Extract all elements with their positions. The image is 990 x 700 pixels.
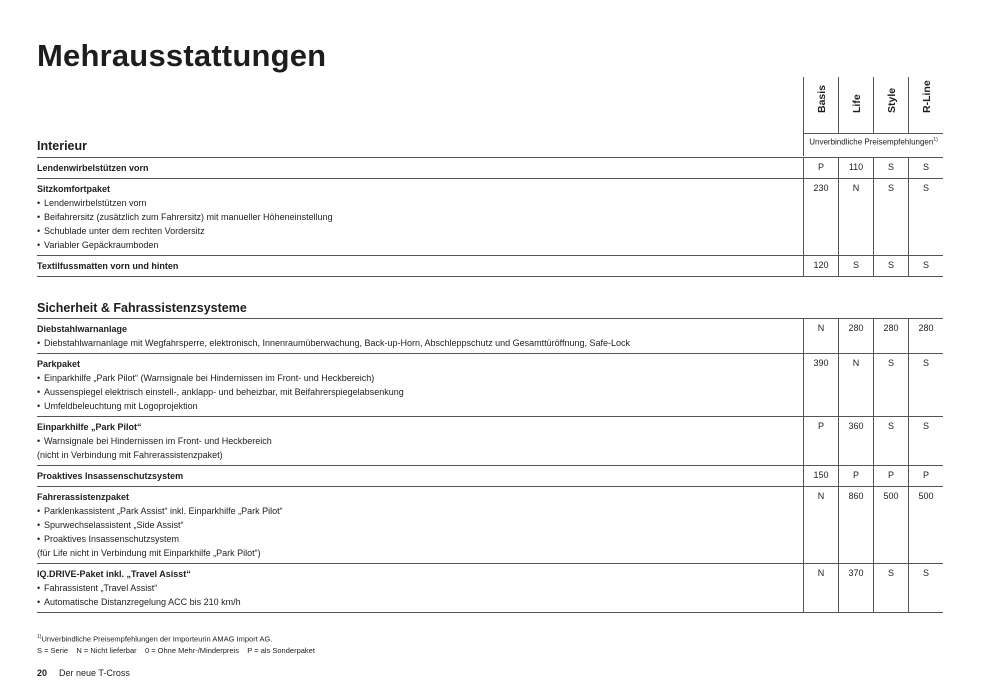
row-description [37,319,803,353]
row-title: Parkpaket [37,359,81,369]
value-style: 280 [873,319,908,353]
legend: S = Serie N = Nicht lieferbar 0 = Ohne Mehr-/Minderpreis P = als Sonderpaket [37,645,315,655]
value-basis: 120 [803,256,838,276]
row-bullet: • Fahrassistent „Travel Assist“ [37,581,803,595]
table-row [37,255,943,277]
row-title: Diebstahlwarnanlage [37,324,128,334]
row-title: Proaktives Insassenschutzsystem [37,471,184,481]
page-title: Mehrausstattungen [37,38,327,73]
value-life: 370 [838,564,873,612]
column-header-basis: Basis [803,77,839,133]
value-basis: N [803,564,838,612]
row-description [37,354,803,416]
row-title: Lendenwirbelstützen vorn [37,163,149,173]
value-basis: P [803,417,838,465]
value-r-line: S [908,354,943,416]
column-header-life: Life [838,77,874,133]
footnote: $^{1)}$Unverbindliche Preisempfehlungen der Importeurin AMAG Import AG. S = Serie N = Nicht lieferbar 0 = Ohne Mehr-/Minderpreis P = als Sonderpaket [37,634,315,655]
table-row [37,563,943,613]
equipment-table-sicherheit [37,318,943,613]
table-row [37,416,943,465]
table-row [37,353,943,416]
table-row [37,486,943,563]
row-bullet: • Parklenkassistent „Park Assist“ inkl. Einparkhilfe „Park Pilot“ [37,504,803,518]
equipment-table-interieur [37,157,943,277]
row-note: (nicht in Verbindung mit Fahrerassistenzpaket) [37,450,223,460]
value-r-line: 280 [908,319,943,353]
footer-label: Der neue T-Cross [59,668,130,678]
table-row [37,157,943,178]
value-r-line: S [908,158,943,178]
column-header-style: Style [873,77,909,133]
row-description [37,564,803,612]
row-description [37,466,803,486]
row-bullet: • Schublade unter dem rechten Vordersitz [37,224,803,238]
value-r-line: S [908,256,943,276]
value-r-line: S [908,179,943,255]
row-description [37,487,803,563]
row-title: Textilfussmatten vorn und hinten [37,261,179,271]
value-style: 500 [873,487,908,563]
row-description [37,179,803,255]
table-row [37,178,943,255]
value-basis: 390 [803,354,838,416]
row-title: Einparkhilfe „Park Pilot“ [37,422,142,432]
row-bullet: • Automatische Distanzregelung ACC bis 210 km/h [37,595,803,609]
table-row [37,318,943,353]
row-bullet: • Diebstahlwarnanlage mit Wegfahrsperre, elektronisch, Innenraumüberwachung, Back-up-Horn, Abschleppschutz und Gesamttüröffnung, Safe-Lock [37,336,803,350]
value-style: S [873,158,908,178]
row-title: Fahrerassistenzpaket [37,492,130,502]
value-style: S [873,354,908,416]
page-number: 20 [37,668,48,678]
section-title-interieur: Interieur [37,139,88,153]
row-description [37,256,803,276]
row-bullet: • Umfeldbeleuchtung mit Logoprojektion [37,399,803,413]
row-bullet: • Proaktives Insassenschutzsystem [37,532,803,546]
value-life: P [838,466,873,486]
value-basis: N [803,319,838,353]
row-bullet: • Variabler Gepäckraumboden [37,238,803,252]
table-row [37,465,943,486]
row-title: Sitzkomfortpaket [37,184,111,194]
row-title: IQ.DRIVE-Paket inkl. „Travel Asisst“ [37,569,191,579]
value-style: S [873,564,908,612]
value-life: N [838,179,873,255]
section-title-sicherheit: Sicherheit & Fahrassistenzsysteme [37,301,247,315]
value-style: P [873,466,908,486]
value-life: S [838,256,873,276]
page-footer [37,668,130,678]
row-bullet: • Spurwechselassistent „Side Assist“ [37,518,803,532]
value-life: 280 [838,319,873,353]
value-r-line: P [908,466,943,486]
column-header-r-line: R-Line [908,77,944,133]
row-bullet: • Aussenspiegel elektrisch einstell-, anklapp- und beheizbar, mit Beifahrerspiegelabsenkung [37,385,803,399]
value-style: S [873,256,908,276]
row-bullet: • Einparkhilfe „Park Pilot“ (Warnsignale bei Hindernissen im Front- und Heckbereich) [37,371,803,385]
row-description [37,158,803,178]
value-life: 360 [838,417,873,465]
row-bullet: • Lendenwirbelstützen vorn [37,196,803,210]
row-bullet: • Warnsignale bei Hindernissen im Front- und Heckbereich [37,434,803,448]
value-basis: 150 [803,466,838,486]
row-note: (für Life nicht in Verbindung mit Einparkhilfe „Park Pilot“) [37,548,261,558]
value-basis: P [803,158,838,178]
value-r-line: S [908,564,943,612]
value-life: 110 [838,158,873,178]
value-style: S [873,417,908,465]
value-basis: 230 [803,179,838,255]
row-description [37,417,803,465]
row-bullet: • Beifahrersitz (zusätzlich zum Fahrersitz) mit manueller Höheneinstellung [37,210,803,224]
value-life: N [838,354,873,416]
value-life: 860 [838,487,873,563]
value-r-line: 500 [908,487,943,563]
value-r-line: S [908,417,943,465]
value-basis: N [803,487,838,563]
value-style: S [873,179,908,255]
price-note: Unverbindliche Preisempfehlungen$^{1)}$ [803,133,943,156]
